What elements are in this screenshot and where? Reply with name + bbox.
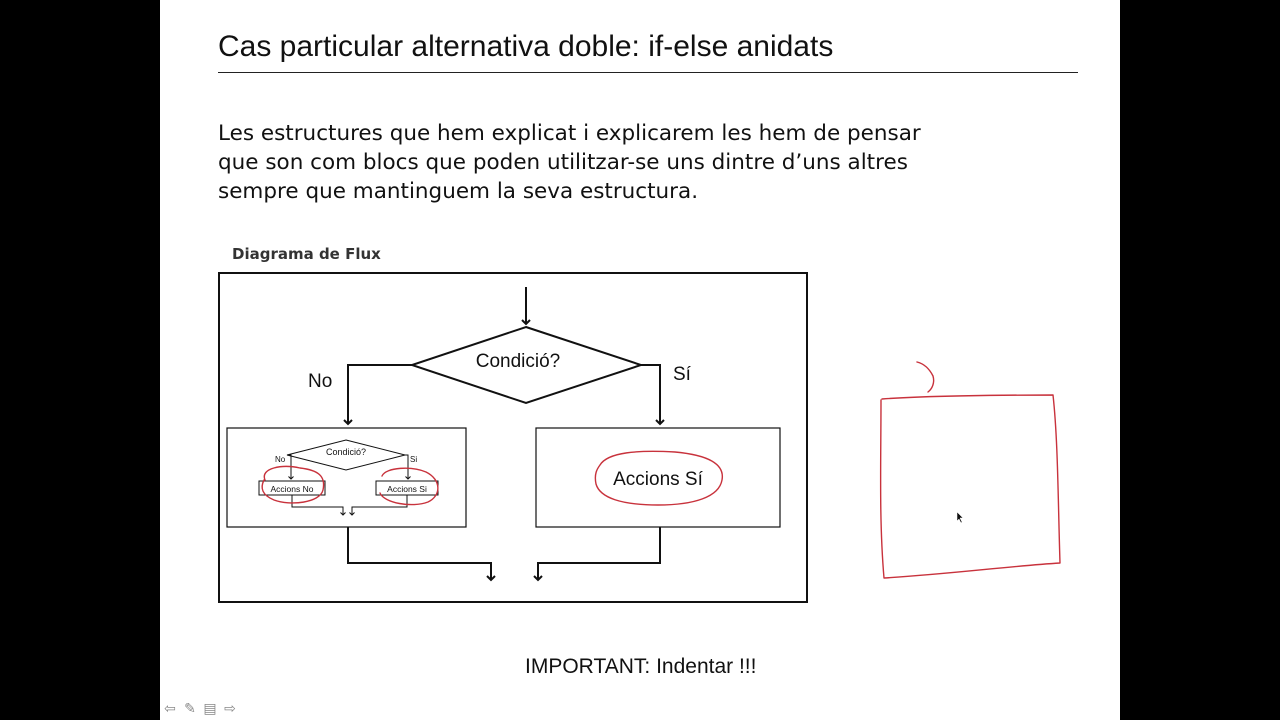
slide-title: Cas particular alternativa doble: if-else anidats	[218, 30, 834, 63]
flowchart-diagram	[160, 0, 1120, 720]
yes-branch-line	[641, 365, 660, 424]
condition-text: Condició?	[475, 351, 561, 372]
no-branch-line	[348, 365, 412, 424]
intro-line: sempre que mantinguem la seva estructura.	[218, 179, 699, 204]
important-note: IMPORTANT: Indentar !!!	[525, 655, 757, 678]
yes-action-text: Accions Sí	[613, 469, 703, 490]
no-merge-line	[348, 527, 491, 580]
menu-icon[interactable]: ▤	[203, 700, 217, 716]
nested-no-action-text: Accions No	[270, 484, 314, 494]
no-branch-label: No	[308, 371, 333, 392]
annotation-entry-stroke	[917, 362, 934, 392]
slide-navigation	[162, 700, 238, 717]
nested-no-label: No	[275, 455, 286, 464]
diagram-label: Diagrama de Flux	[232, 245, 381, 263]
mouse-cursor	[957, 512, 963, 523]
intro-line: que son com blocs que poden utilitzar-se uns dintre d’uns altres	[218, 150, 908, 175]
pen-icon[interactable]: ✎	[184, 700, 196, 716]
intro-line: Les estructures que hem explicat i explicarem les hem de pensar	[218, 121, 921, 146]
yes-merge-line	[538, 527, 660, 580]
arrow-left-icon[interactable]: ⇦	[164, 700, 176, 716]
nested-condition-text: Condició?	[325, 447, 367, 457]
slide	[160, 0, 1120, 720]
annotation-drawn-box	[881, 395, 1060, 578]
yes-branch-label: Sí	[673, 364, 691, 385]
nested-yes-label: Si	[410, 455, 418, 464]
nested-yes-action-text: Accions Si	[387, 484, 427, 494]
arrow-right-icon[interactable]: ⇨	[224, 700, 236, 716]
